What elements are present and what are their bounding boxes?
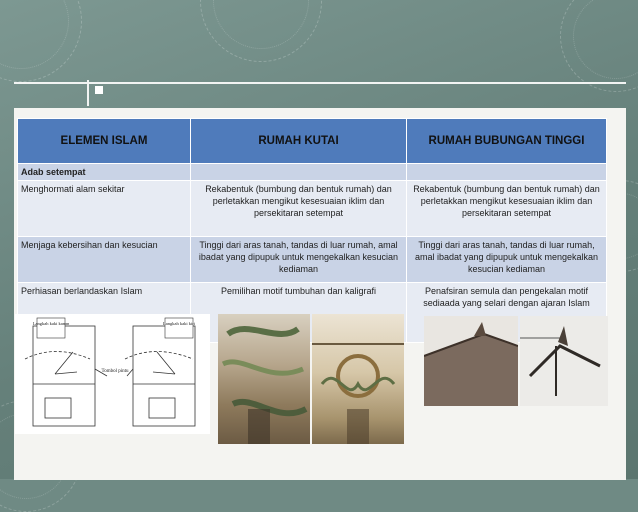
table-row bbox=[18, 237, 607, 283]
decor-line-vertical bbox=[87, 80, 89, 106]
diagram-left-label: Langkah kaki kanan bbox=[32, 321, 70, 326]
diagram-door-label: Tombol pintu bbox=[101, 369, 129, 374]
cell-element: Menjaga kebersihan dan kesucian bbox=[18, 237, 191, 283]
cell-element: Perhiasan berlandaskan Islam bbox=[18, 283, 191, 343]
cell-bubungan: Rekabentuk (bumbung dan bentuk rumah) dan perletakkan mengikut kesesuaian iklim dan persekitaran setempat bbox=[407, 181, 607, 237]
carving-photo-left bbox=[218, 314, 310, 444]
carving-svg-right bbox=[312, 314, 404, 444]
cell-kutai: Tinggi dari aras tanah, tandas di luar rumah, amal ibadat yang dipupuk untuk mengekalkan kesucian kediaman bbox=[191, 237, 407, 283]
table-row bbox=[18, 164, 607, 181]
roof-svg-left bbox=[424, 316, 518, 406]
cell-kutai: Rekabentuk (bumbung dan bentuk rumah) dan perletakkan mengikut kesesuaian iklim dan persekitaran setempat bbox=[191, 181, 407, 237]
decor-square bbox=[95, 86, 103, 94]
roof-photo-left bbox=[424, 316, 518, 406]
floorplan-svg bbox=[15, 314, 210, 434]
cell-bubungan: Penafsiran semula dan pengekalan motif sediaada yang selari dengan ajaran Islam bbox=[407, 283, 607, 343]
cell-element: Menghormati alam sekitar bbox=[18, 181, 191, 237]
table-row bbox=[18, 181, 607, 237]
floorplan-diagram bbox=[15, 314, 210, 434]
diagram-right-label: Langkah kaki kiri bbox=[163, 321, 195, 326]
section-label: Adab setempat bbox=[18, 164, 191, 181]
cell-bubungan: Tinggi dari aras tanah, tandas di luar rumah, amal ibadat yang dipupuk untuk mengekalkan kesucian kediaman bbox=[407, 237, 607, 283]
roof-svg-right bbox=[520, 316, 608, 406]
roof-photo-right bbox=[520, 316, 608, 406]
cell-kutai: Pemilihan motif tumbuhan dan kaligrafi bbox=[191, 283, 407, 343]
header-rumah-bubungan: RUMAH BUBUNGAN TINGGI bbox=[407, 119, 607, 164]
decor-line-horizontal bbox=[14, 82, 626, 84]
header-elemen-islam: ELEMEN ISLAM bbox=[18, 119, 191, 164]
carving-photo-right bbox=[312, 314, 404, 444]
carving-svg-left bbox=[218, 314, 310, 444]
table-header-row bbox=[18, 119, 607, 164]
header-rumah-kutai: RUMAH KUTAI bbox=[191, 119, 407, 164]
comparison-table bbox=[17, 118, 607, 343]
